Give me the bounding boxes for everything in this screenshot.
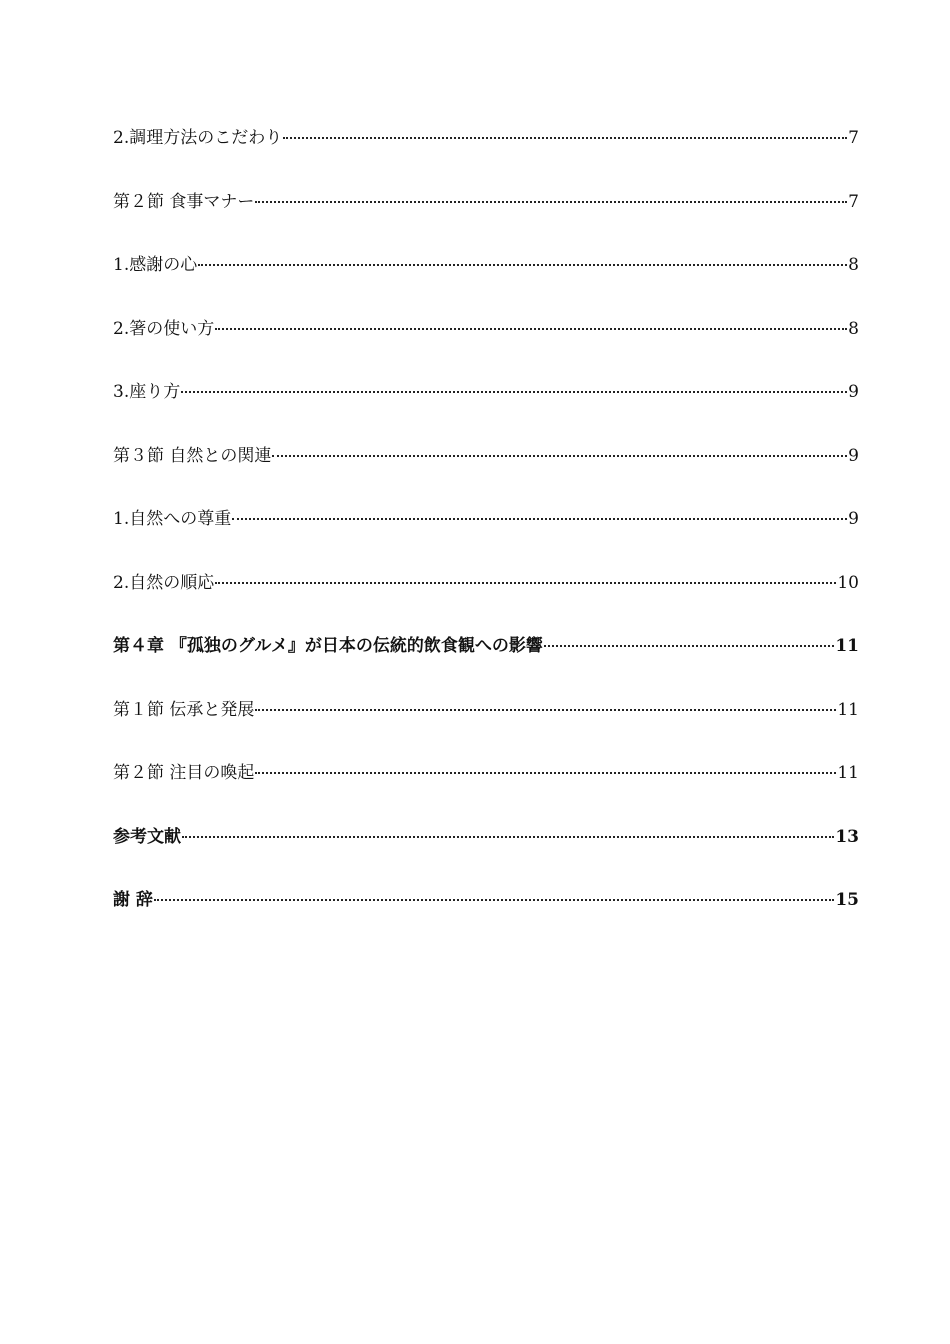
toc-entry-sitting[interactable]	[113, 378, 859, 442]
toc-entry-page: 15	[835, 890, 859, 910]
toc-entry-references[interactable]	[113, 823, 859, 887]
dot-leader	[198, 264, 847, 266]
toc-entry-respect-nature[interactable]	[113, 505, 859, 569]
toc-entry-page: 10	[837, 572, 859, 593]
toc-entry-page: 9	[848, 382, 859, 402]
toc-entry-nature-relation[interactable]	[113, 442, 859, 506]
toc-entry-label: 2.自然の順応	[113, 572, 215, 593]
toc-entry-label: 第３節 自然との関連	[113, 445, 272, 466]
toc-entry-page: 11	[837, 763, 859, 783]
toc-entry-page: 11	[837, 699, 859, 720]
toc-entry-cooking-method[interactable]	[113, 124, 859, 188]
toc-entry-label: 謝 辞	[113, 890, 153, 910]
toc-entry-acknowledgements[interactable]	[113, 886, 859, 950]
toc-entry-label: 1.感謝の心	[113, 255, 198, 275]
toc-entry-page: 7	[848, 128, 859, 148]
toc-entry-page: 7	[848, 191, 859, 212]
dot-leader	[182, 836, 834, 838]
dot-leader	[255, 201, 847, 203]
toc-entry-label: 3.座り方	[113, 382, 181, 402]
dot-leader	[255, 709, 836, 711]
toc-entry-gratitude[interactable]	[113, 251, 859, 315]
toc-entry-chapter-4[interactable]	[113, 632, 859, 696]
dot-leader	[215, 328, 847, 330]
toc-entry-label: 第２節 食事マナー	[113, 191, 255, 212]
dot-leader	[255, 772, 836, 774]
toc-entry-page: 9	[848, 445, 859, 466]
toc-entry-label: 参考文献	[113, 826, 181, 847]
toc-entry-page: 11	[835, 636, 859, 656]
toc-entry-attention[interactable]	[113, 759, 859, 823]
toc-entry-page: 9	[848, 509, 859, 529]
toc-entry-label: 第２節 注目の喚起	[113, 763, 255, 783]
table-of-contents	[113, 124, 859, 950]
dot-leader	[283, 137, 847, 139]
toc-entry-label: 第１節 伝承と発展	[113, 699, 255, 720]
toc-entry-label: 1.自然への尊重	[113, 509, 232, 529]
toc-entry-page: 8	[848, 318, 859, 339]
dot-leader	[181, 391, 847, 393]
toc-entry-page: 13	[835, 826, 859, 847]
dot-leader	[154, 899, 834, 901]
toc-entry-label: 2.調理方法のこだわり	[113, 128, 283, 148]
dot-leader	[232, 518, 847, 520]
toc-entry-label: 第４章 『孤独のグルメ』が日本の伝統的飲食観への影響	[113, 636, 543, 656]
toc-entry-adapt-nature[interactable]	[113, 569, 859, 633]
dot-leader	[544, 645, 834, 647]
toc-entry-page: 8	[848, 255, 859, 275]
toc-entry-dining-manners[interactable]	[113, 188, 859, 252]
toc-entry-inheritance[interactable]	[113, 696, 859, 760]
toc-entry-chopsticks[interactable]	[113, 315, 859, 379]
dot-leader	[215, 582, 836, 584]
toc-entry-label: 2.箸の使い方	[113, 318, 215, 339]
dot-leader	[272, 455, 847, 457]
